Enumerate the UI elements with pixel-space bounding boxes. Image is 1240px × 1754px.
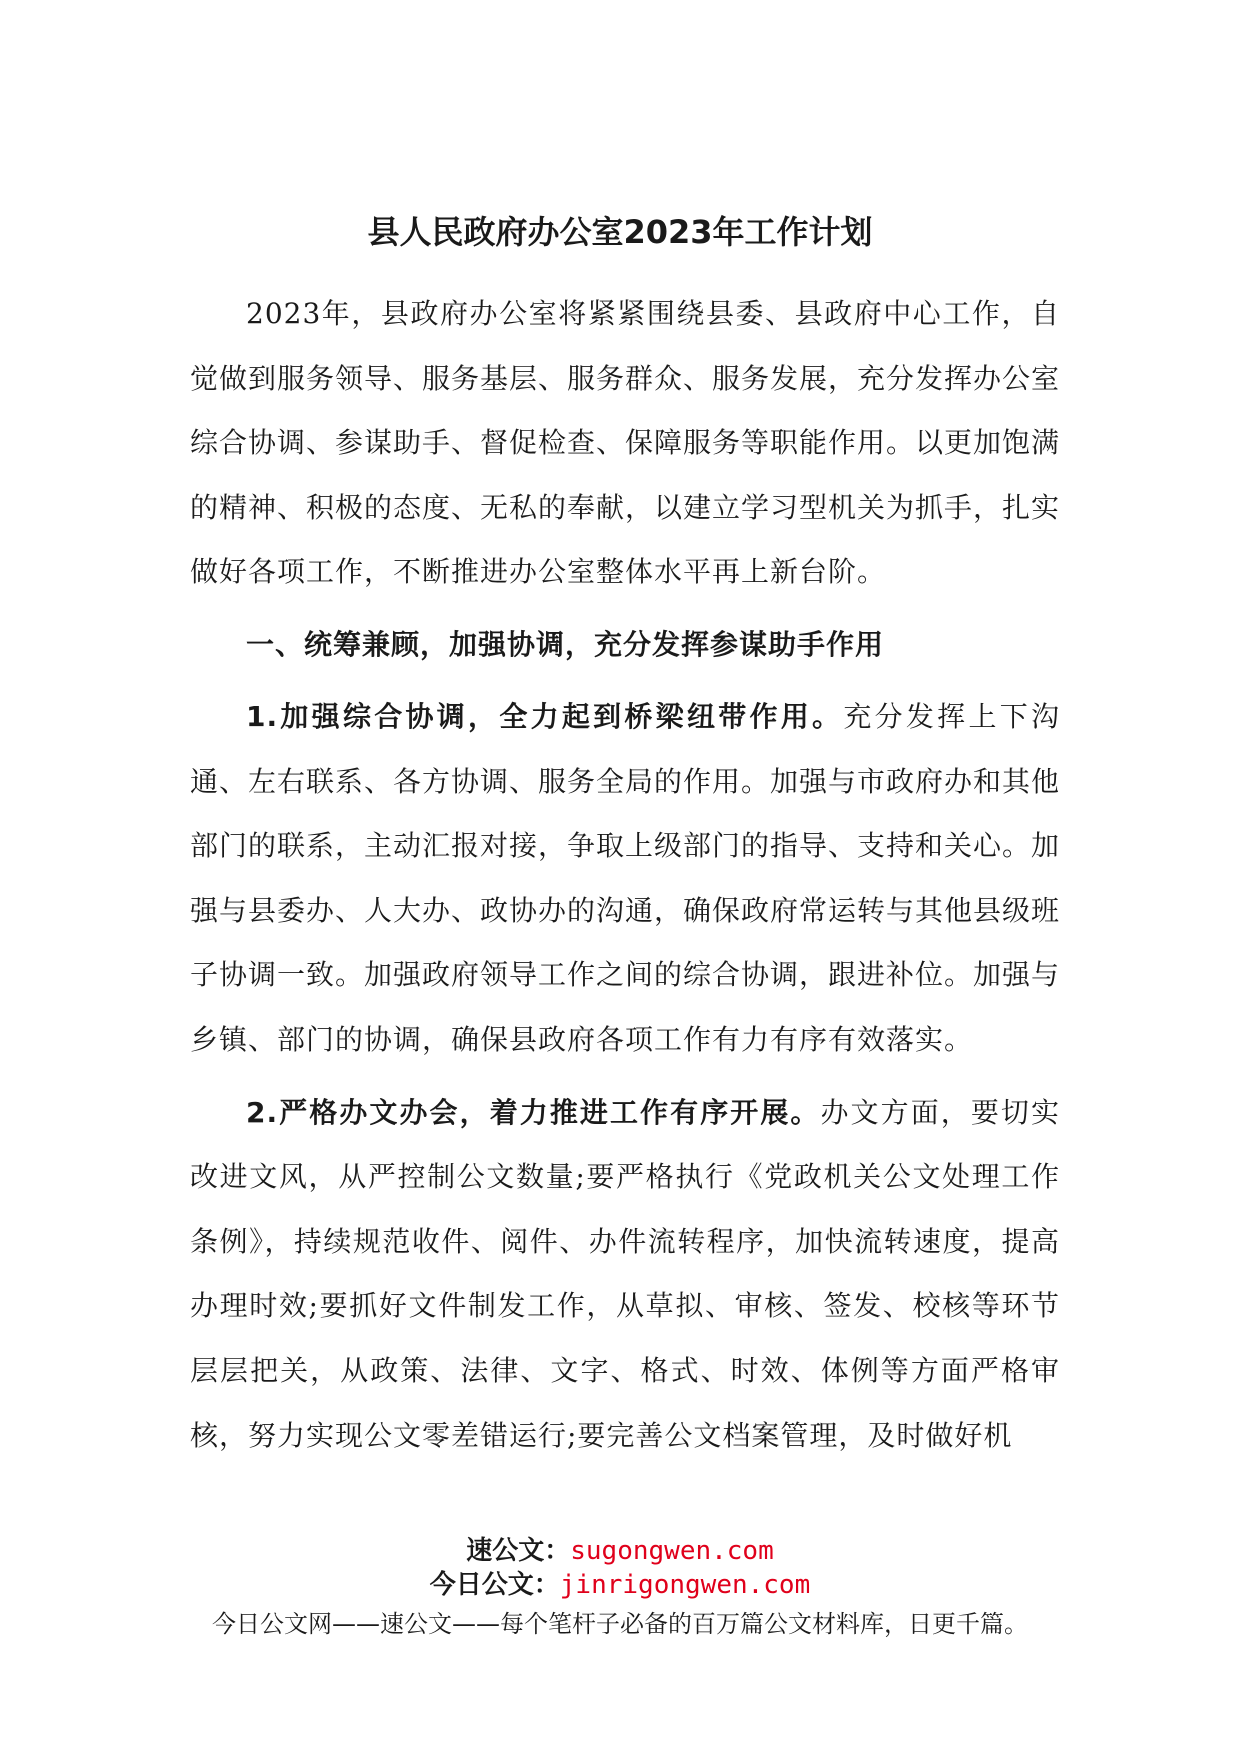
intro-paragraph: 2023年，县政府办公室将紧紧围绕县委、县政府中心工作，自觉做到服务领导、服务基层、服务群众、服务发展，充分发挥办公室综合协调、参谋助手、督促检查、保障服务等职能作用。以更加饱满的精神、积极的态度、无私的奉献，以建立学习型机关为抓手，扎实做好各项工作，不断推进办公室整体水平再上新台阶。 bbox=[190, 297, 1061, 589]
item-1-paragraph bbox=[190, 685, 1060, 1073]
footer-link-sugongwen[interactable]: sugongwen.com bbox=[570, 1536, 774, 1566]
footer-label-2: 今日公文： bbox=[429, 1570, 560, 1600]
footer-line-1 bbox=[0, 1534, 1240, 1568]
item-2-paragraph bbox=[190, 1081, 1060, 1469]
document-title: 县人民政府办公室2023年工作计划 bbox=[367, 213, 873, 251]
section-heading-1: 一、统筹兼顾，加强协调，充分发挥参谋助手作用 bbox=[246, 627, 885, 661]
footer-link-jinrigongwen[interactable]: jinrigongwen.com bbox=[559, 1570, 811, 1600]
footer-line-2 bbox=[0, 1568, 1240, 1602]
item-2-text: 办文方面，要切实改进文风，从严控制公文数量;要严格执行《党政机关公文处理工作条例》，持续规范收件、阅件、办件流转程序，加快流转速度，提高办理时效;要抓好文件制发工作，从草拟、审核、签发、校核等环节层层把关，从政策、法律、文字、格式、时效、体例等方面严格审核，努力实现公文零差错运行;要完善公文档案管理，及时做好机 bbox=[190, 1095, 1060, 1452]
footer-watermark bbox=[0, 1534, 1240, 1640]
footer-slogan: 今日公文网——速公文——每个笔杆子必备的百万篇公文材料库，日更千篇。 bbox=[212, 1610, 1028, 1638]
item-1-lead: 1.加强综合协调，全力起到桥梁纽带作用。 bbox=[246, 699, 844, 733]
footer-label-1: 速公文： bbox=[466, 1536, 571, 1566]
document-body bbox=[190, 282, 1060, 1476]
item-1-text: 充分发挥上下沟通、左右联系、各方协调、服务全局的作用。加强与市政府办和其他部门的联系，主动汇报对接，争取上级部门的指导、支持和关心。加强与县委办、人大办、政协办的沟通，确保政府常运转与其他县级班子协调一致。加强政府领导工作之间的综合协调，跟进补位。加强与乡镇、部门的协调，确保县政府各项工作有力有序有效落实。 bbox=[190, 699, 1061, 1056]
item-2-lead: 2.严格办文办会，着力推进工作有序开展。 bbox=[246, 1095, 821, 1129]
